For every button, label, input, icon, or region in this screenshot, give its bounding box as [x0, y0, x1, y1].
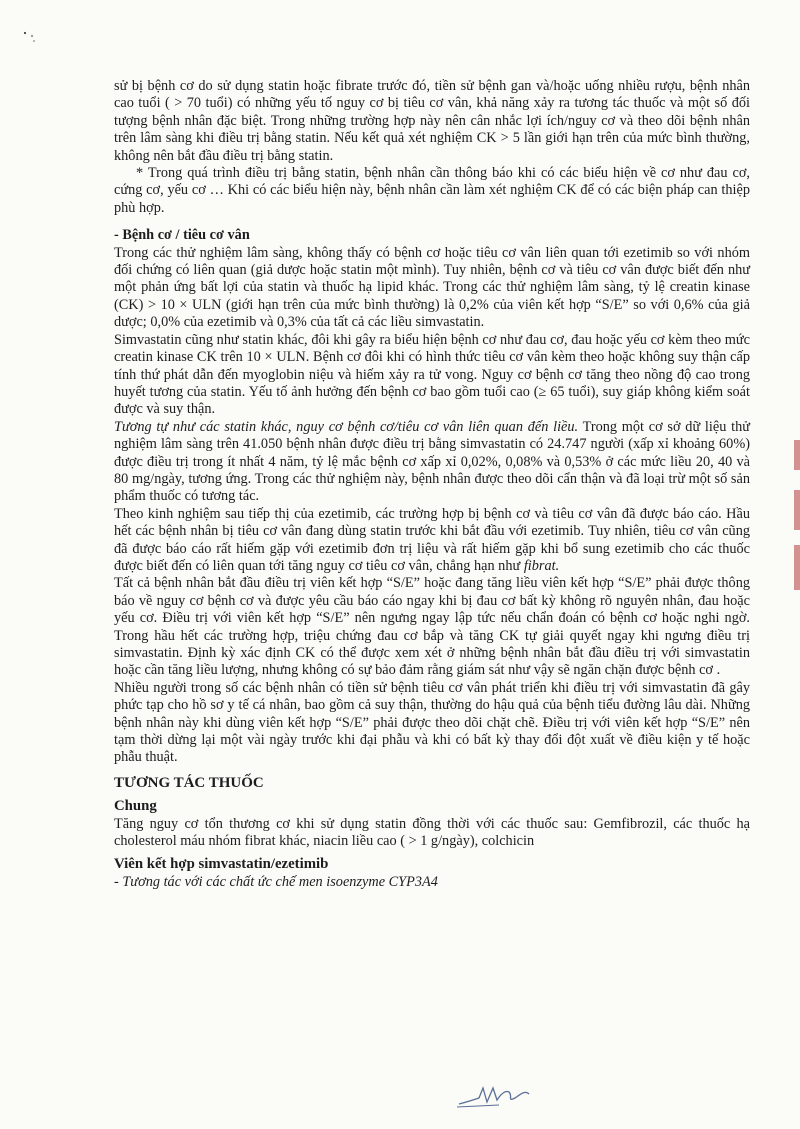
edge-mark-middle [794, 490, 800, 530]
dose-related-text: Trong một cơ sở dữ liệu thử nghiệm lâm sàng trên 41.050 bệnh nhân được điều trị bằng simvastatin có 24.747 người (xấp xỉ khoảng 60%) được điều trị trong ít nhất 4 năm, tỷ lệ mắc bệnh cơ xấp xỉ 0,02%, 0,08% và 0,53% ở các mức liều 20, 40 và 80 mg/ngày, tương ứng. Trong các thử nghiệm này, bệnh nhân được theo dõi cẩn thận và đã loại trừ một số sản phẩm thuốc có tương tác. [114, 418, 750, 505]
edge-mark-lower [794, 545, 800, 590]
paragraph-patient-notice: * Trong quá trình điều trị bằng statin, bệnh nhân cần thông báo khi có các biểu hiện về cơ như đau cơ, cứng cơ, yếu cơ … Khi có các biểu hiện này, bệnh nhân cần làm xét nghiệm CK để có các biện pháp can thiệp phù hợp. [114, 165, 750, 216]
paragraph-simvastatin-myopathy: Simvastatin cũng như statin khác, đôi khi gây ra biểu hiện bệnh cơ như đau cơ, đau hoặc yếu cơ kèm theo mức creatin kinase CK trên 10 × ULN. Bệnh cơ đôi khi có hình thức tiêu cơ vân kèm theo hoặc không suy thận cấp tính thứ phát dẫn đến myoglobin niệu và hiếm xảy ra tử vong. Nguy cơ bệnh cơ tăng theo nồng độ cao trong huyết tương của statin. Yếu tố ảnh hưởng đến bệnh cơ bao gồm tuổi cao (≥ 65 tuổi), suy giáp không kiểm soát được và suy thận. [114, 331, 750, 418]
paragraph-clinical-trials: Trong các thử nghiệm lâm sàng, không thấy có bệnh cơ hoặc tiêu cơ vân liên quan tới ezetimib so với nhóm đối chứng có liên quan (giả dược hoặc statin một mình). Tuy nhiên, bệnh cơ và tiêu cơ vân được biết đến như một phản ứng bất lợi của statin và thuốc hạ lipid khác. Trong các thử nghiệm lâm sàng, tỷ lệ creatin kinase (CK) > 10 × ULN (giới hạn trên của mức bình thường) là 0,2% của viên kết hợp “S/E” so với 0,6% của giả dược; 0,0% của ezetimib và 0,3% của tất cả các liều simvastatin. [114, 244, 750, 331]
scan-speck [22, 30, 36, 44]
paragraph-post-marketing [114, 506, 750, 576]
paragraph-cyp3a4: - Tương tác với các chất ức chế men isoenzyme CYP3A4 [114, 873, 438, 890]
subheading-general: Chung [114, 798, 157, 815]
paragraph-patient-warning: Tất cả bệnh nhân bắt đầu điều trị viên kết hợp “S/E” hoặc đang tăng liều viên kết hợp “S/E” phải được thông báo về nguy cơ bệnh cơ và được yêu cầu báo cáo ngay khi bị đau cơ bất kỳ không rõ nguyên nhân, đau hoặc yếu cơ. Điều trị với viên kết hợp “S/E” nên ngưng ngay lập tức nếu chẩn đoán có bệnh cơ hoặc nghi ngờ. Trong hầu hết các trường hợp, triệu chứng đau cơ bắp và tăng CK tự giải quyết ngay khi ngưng điều trị simvastatin. Định kỳ xác định CK có thể được xem xét ở những bệnh nhân bắt đầu điều trị với simvastatin hoặc cần tăng liều lượng, nhưng không có sự bảo đảm rằng giám sát như vậy sẽ ngăn chặn được bệnh cơ . [114, 575, 750, 679]
post-marketing-text: Theo kinh nghiệm sau tiếp thị của ezetimib, các trường hợp bị bệnh cơ và tiêu cơ vân đã được báo cáo. Hầu hết các bệnh nhân bị tiêu cơ vân đang dùng statin trước khi bắt đầu với ezetimib. Tuy nhiên, tiêu cơ vân cũng đã được báo cáo rất hiếm gặp với ezetimib đơn trị liệu và rất hiếm gặp khi bổ sung ezetimib cho các thuốc được biết đến có liên quan tới tăng nguy cơ tiêu cơ vân, chẳng hạn như [114, 505, 750, 574]
paragraph-rhabdomyolysis-history: Nhiều người trong số các bệnh nhân có tiền sử bệnh tiêu cơ vân phát triển khi điều trị với simvastatin đã gây phức tạp cho hồ sơ y tế cá nhân, bao gồm cả suy thận, thường do hậu quả của bệnh tiểu đường lâu dài. Những bệnh nhân này khi dùng viên kết hợp “S/E” phải được theo dõi chặt chẽ. Điều trị với viên kết hợp “S/E” nên tạm thời dừng lại một vài ngày trước khi đại phẫu và khi có bất kỳ thay đổi đột xuất về điều kiện y tế hoặc phẫu thuật. [114, 679, 750, 766]
fibrat-emphasis: fibrat. [523, 557, 560, 574]
signature-mark [455, 1080, 555, 1110]
subheading-combination: Viên kết hợp simvastatin/ezetimib [114, 856, 329, 873]
document-page [114, 78, 750, 891]
paragraph-risk-factors: sử bị bệnh cơ do sử dụng statin hoặc fibrate trước đó, tiền sử bệnh gan và/hoặc uống nhiều rượu, bệnh nhân cao tuổi ( > 70 tuổi) có những yếu tố nguy cơ bị tiêu cơ vân, khả năng xảy ra tương tác thuốc và một số đối tượng bệnh nhân đặc biệt. Trong những trường hợp này nên cân nhắc lợi ích/nguy cơ và theo dõi bệnh nhân trên lâm sàng khi điều trị bằng statin. Nếu kết quả xét nghiệm CK > 5 lần giới hạn trên của mức bình thường, không nên bắt đầu điều trị bằng statin. [114, 78, 750, 164]
paragraph-general-interactions: Tăng nguy cơ tổn thương cơ khi sử dụng statin đồng thời với các thuốc sau: Gemfibrozil, các thuốc hạ cholesterol máu nhóm fibrat khác, niacin liều cao ( > 1 g/ngày), colchicin [114, 815, 750, 850]
dose-related-emphasis: Tương tự như các statin khác, nguy cơ bệnh cơ/tiêu cơ vân liên quan đến liều. [114, 418, 579, 435]
section-heading-myopathy: - Bệnh cơ / tiêu cơ vân [114, 227, 250, 244]
heading-drug-interactions: TƯƠNG TÁC THUỐC [114, 774, 264, 791]
edge-mark-top [794, 440, 800, 470]
paragraph-dose-related [114, 419, 750, 506]
